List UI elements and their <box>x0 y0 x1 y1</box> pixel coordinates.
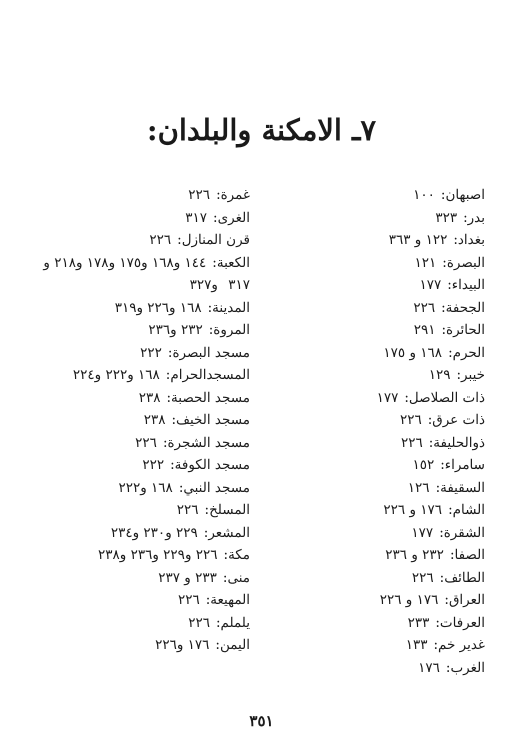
index-entry <box>335 567 485 590</box>
page-references: ٢٢٦ <box>176 502 199 518</box>
index-entry <box>335 589 485 612</box>
index-entry <box>335 544 485 567</box>
place-name: غدير خم: <box>433 637 485 653</box>
left-column <box>28 184 250 657</box>
index-entry <box>335 432 485 455</box>
page-references: ١٥٢ <box>412 457 435 473</box>
place-name: المدينة: <box>207 299 250 316</box>
place-name: بغداد: <box>453 232 485 248</box>
page-references: ١٢٩ <box>428 367 451 383</box>
page-references: ٢٢٦ <box>399 412 422 428</box>
page-references: ١٧٧ <box>376 389 399 406</box>
place-name: الشقرة: <box>439 524 485 541</box>
page-references: ١٦٨ و٢٢٦ و٣١٩ <box>114 299 202 316</box>
place-name: يلملم: <box>215 614 250 631</box>
page-references: ٢٢٦ <box>400 434 423 451</box>
page-references: ٢٢٢ <box>142 457 165 473</box>
index-entry <box>28 544 250 567</box>
page-references: ٢٢٦ <box>411 569 434 586</box>
page-references: ٢٢٦ <box>149 232 172 248</box>
place-name: مسجد النبي: <box>178 479 250 496</box>
page-references: ١٧٦ و٢٢٦ <box>155 637 210 653</box>
place-name: سامراء: <box>440 457 485 473</box>
page-references: ٢٢٩ و٢٣٠ و٢٣٤ <box>110 524 198 541</box>
page-references: ٢٣٣ و ٢٣٧ <box>158 569 217 586</box>
page-number: ٣٥١ <box>249 712 274 730</box>
index-entry <box>28 567 250 590</box>
place-name: ذات عرق: <box>427 412 485 428</box>
page-references: ٢٣٢ و ٢٣٦ <box>385 547 444 563</box>
index-entry <box>28 184 250 207</box>
page-references: ١٧٧ <box>411 524 434 541</box>
index-entry <box>335 184 485 207</box>
place-name: الكعبة: <box>212 254 250 271</box>
place-name: العرفات: <box>435 614 485 631</box>
place-name: المسجدالحرام: <box>165 367 250 383</box>
index-entry <box>28 499 250 522</box>
place-name: مسجد الشجرة: <box>162 434 250 451</box>
place-name: المهيعة: <box>205 592 250 608</box>
index-entry <box>335 319 485 342</box>
index-entry <box>335 297 485 320</box>
place-name: مسجد البصرة: <box>167 344 250 361</box>
place-name: الغرب: <box>445 659 485 676</box>
index-entry <box>335 612 485 635</box>
index-entry <box>28 297 250 320</box>
index-entry <box>28 252 250 275</box>
page-references: ١٦٨ و٢٢٢ <box>118 479 173 496</box>
page-references: ١٧٦ و ٢٢٦ <box>383 502 443 518</box>
page-references: ١٧٦ و ٢٢٦ <box>379 592 439 608</box>
index-entry <box>335 657 485 680</box>
index-entry <box>28 229 250 252</box>
place-name: البيداء: <box>447 277 485 293</box>
index-entry <box>28 477 250 500</box>
place-name: الحرم: <box>448 344 485 361</box>
index-entry <box>28 634 250 657</box>
index-entry <box>28 274 250 297</box>
page-references: ١٧٧ <box>419 277 442 293</box>
index-entry <box>28 342 250 365</box>
index-entry <box>28 207 250 230</box>
page-references: ١٢١ <box>414 254 437 271</box>
page-title: ٧ـ الامكنة والبلدان: <box>146 113 377 147</box>
page-references: ٢٢٢ <box>140 344 162 361</box>
place-name: خيبر: <box>456 367 485 383</box>
page-references: ١٠٠ <box>413 187 435 203</box>
page-references: ٣١٧ و٣٢٧ <box>189 277 250 293</box>
place-name: قرن المنازل: <box>177 232 250 248</box>
place-name: اليمن: <box>215 637 250 653</box>
page-references: ١٢٦ <box>407 479 430 496</box>
index-entry <box>28 612 250 635</box>
page-references: ٢٢٦ <box>135 434 157 451</box>
page-references: ٢٢٦ و٢٢٩ و٢٣٦ و٢٣٨ <box>98 547 218 563</box>
index-entry <box>335 207 485 230</box>
place-name: الشام: <box>448 502 485 518</box>
page-references: ١٢٢ و ٣٦٣ <box>388 232 448 248</box>
page-references: ٢٣٨ <box>143 412 166 428</box>
place-name: الجحفة: <box>441 299 485 316</box>
page-references: ٢٢٦ <box>177 592 200 608</box>
page-references: ٢٢٦ <box>413 299 436 316</box>
page-references: ٣٢٣ <box>435 209 458 226</box>
place-name: مسجد الحصبة: <box>166 389 250 406</box>
index-entry <box>335 229 485 252</box>
index-entry <box>335 634 485 657</box>
index-entry <box>28 454 250 477</box>
index-entry <box>335 409 485 432</box>
page-references: ١٧٦ <box>418 659 440 676</box>
index-entry <box>335 252 485 275</box>
index-entry <box>28 387 250 410</box>
index-entry <box>335 522 485 545</box>
page-references: ٢٣٨ <box>138 389 161 406</box>
page-references: ٣١٧ <box>185 209 208 226</box>
right-column <box>335 184 485 679</box>
place-name: مسجد الخيف: <box>171 412 250 428</box>
index-entry <box>28 364 250 387</box>
index-entry <box>335 364 485 387</box>
place-name: المروة: <box>208 322 250 338</box>
page-references: ١٣٣ <box>405 637 428 653</box>
page-references: ٢٣٢ و٢٣٦ <box>148 322 203 338</box>
place-name: العراق: <box>444 592 485 608</box>
index-entry <box>335 342 485 365</box>
place-name: ذوالحليفة: <box>428 434 485 451</box>
place-name: مكة: <box>223 547 250 563</box>
place-name: الحائرة: <box>441 322 485 338</box>
place-name: ذات الصلاصل: <box>404 389 485 406</box>
index-entry <box>28 522 250 545</box>
index-entry <box>28 319 250 342</box>
place-name: بدر: <box>463 209 485 226</box>
place-name: الطائف: <box>439 569 485 586</box>
page-references: ١٦٨ و٢٢٢ و٢٢٤ <box>72 367 160 383</box>
page-references: ٢٩١ <box>413 322 436 338</box>
place-name: المشعر: <box>203 524 250 541</box>
page-references: ٢٢٦ <box>188 187 211 203</box>
place-name: غمرة: <box>216 187 250 203</box>
index-entry <box>335 454 485 477</box>
index-entry <box>28 589 250 612</box>
place-name: الصفا: <box>449 547 485 563</box>
index-entry <box>335 477 485 500</box>
index-entry <box>335 499 485 522</box>
index-entry <box>335 274 485 297</box>
page-references: ٢٢٦ <box>188 614 210 631</box>
place-name: منى: <box>222 569 250 586</box>
place-name: مسجد الكوفة: <box>170 457 250 473</box>
index-entry <box>28 432 250 455</box>
page-references: ١٦٨ و ١٧٥ <box>383 344 443 361</box>
place-name: المسلخ: <box>204 502 250 518</box>
index-entry <box>28 409 250 432</box>
place-name: اصبهان: <box>440 187 485 203</box>
page-references: ٢٣٣ <box>407 614 430 631</box>
index-entry <box>335 387 485 410</box>
place-name: البصرة: <box>442 254 485 271</box>
place-name: السقيفة: <box>435 479 485 496</box>
place-name: الغرى: <box>213 209 250 226</box>
page-references: ١٤٤ و١٦٨ و١٧٥ و١٧٨ و٢١٨ و <box>43 254 207 271</box>
